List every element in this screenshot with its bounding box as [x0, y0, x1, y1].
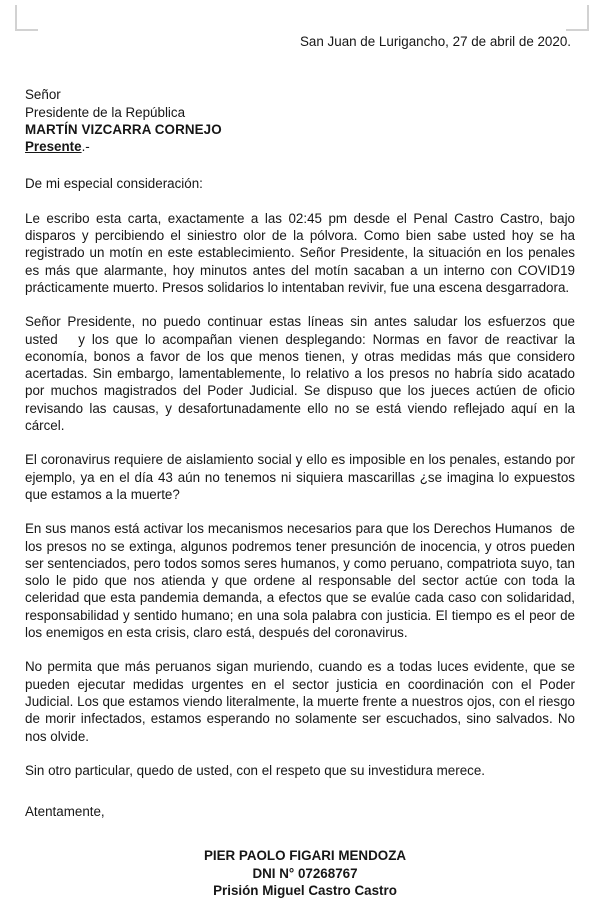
sign-off-line: Atentamente,: [25, 804, 105, 820]
closing-line: Sin otro particular, quedo de usted, con el respeto que su investidura merece.: [25, 762, 486, 778]
signature-name: PIER PAOLO FIGARI MENDOZA: [203, 848, 407, 864]
salutation-line: De mi especial consideración:: [25, 176, 203, 192]
addressee-name: MARTÍN VIZCARRA CORNEJO: [25, 121, 222, 137]
letter-body: [25, 0, 579, 900]
signature-location: Prisión Miguel Castro Castro: [213, 883, 397, 899]
paragraph-3: El coronavirus requiere de aislamiento social y ello es imposible en los penales, estando por ejemplo, ya en el día 43 aún no tenemos ni siquiera mascarillas ¿se imagina lo expuestos que estamos a la muerte?: [25, 452, 579, 502]
addressee-salutation-title: Señor: [25, 87, 61, 103]
presente-underlined-text: Presente: [25, 139, 82, 155]
date-line: San Juan de Lurigancho, 27 de abril de 2020.: [300, 34, 571, 49]
addressee-position: Presidente de la República: [25, 104, 186, 120]
paragraph-5: No permita que más peruanos sigan muriendo, cuando es a todas luces evidente, que se pueden ejecutar medidas urgentes en el sector justicia en coordinación con el Poder Judicial. Los que estamos viendo literalmente, la muerte frente a nuestros ojos, con el riesgo de morir infectados, estamos esperando no solamente ser escuchados, sino salvados. No nos olvide.: [25, 659, 579, 744]
signature-block: [25, 847, 575, 900]
paragraph-4: En sus manos está activar los mecanismos necesarios para que los Derechos Humanos de los presos no se extinga, algunos podremos tener presunción de inocencia, y otros pueden ser sentenciados, pero todos somos seres humanos, y como peruano, compatriota suyo, tan solo le pido que nos atienda y que ordene al responsable del sector actúe con toda la celeridad que esta pandemia demanda, a efectos que se evalúe cada caso con solidaridad, responsabilidad y sentido humano; en una sola palabra con justicia. El tiempo es el peor de los enemigos en esta crisis, claro está, después del coronavirus.: [25, 521, 579, 641]
addressee-block: [25, 86, 575, 155]
addressee-presente-line: [25, 138, 575, 155]
signature-dni: DNI N° 07268767: [252, 865, 358, 881]
paragraph-1: Le escribo esta carta, exactamente a las 02:45 pm desde el Penal Castro Castro, bajo disparos y percibiendo el siniestro olor de la pólvora. Como bien sabe usted hoy se ha registrado un motín en este establecimiento. Señor Presidente, la situación en los penales es más que alarmante, hoy minutos antes del motín sacaban a un interno con COVID19 prácticamente muerto. Presos solidarios lo intentaban revivir, fue una escena desgarradora.: [25, 210, 579, 295]
paragraph-2: Señor Presidente, no puedo continuar estas líneas sin antes saludar los esfuerzos que usted y los que lo acompañan vienen desplegando: Normas en favor de reactivar la economía, bonos a favor de los que menos tienen, y otras medidas más que considero acertadas. Sin embargo, lamentablemente, lo relativo a los presos no habría sido acatado por muchos magistrados del Poder Judicial. Se dispuso que los jueces actúen de oficio revisando las causas, y desafortunadamente ello no se está viendo reflejado aquí en la cárcel.: [25, 314, 579, 434]
presente-suffix: .-: [81, 139, 90, 155]
